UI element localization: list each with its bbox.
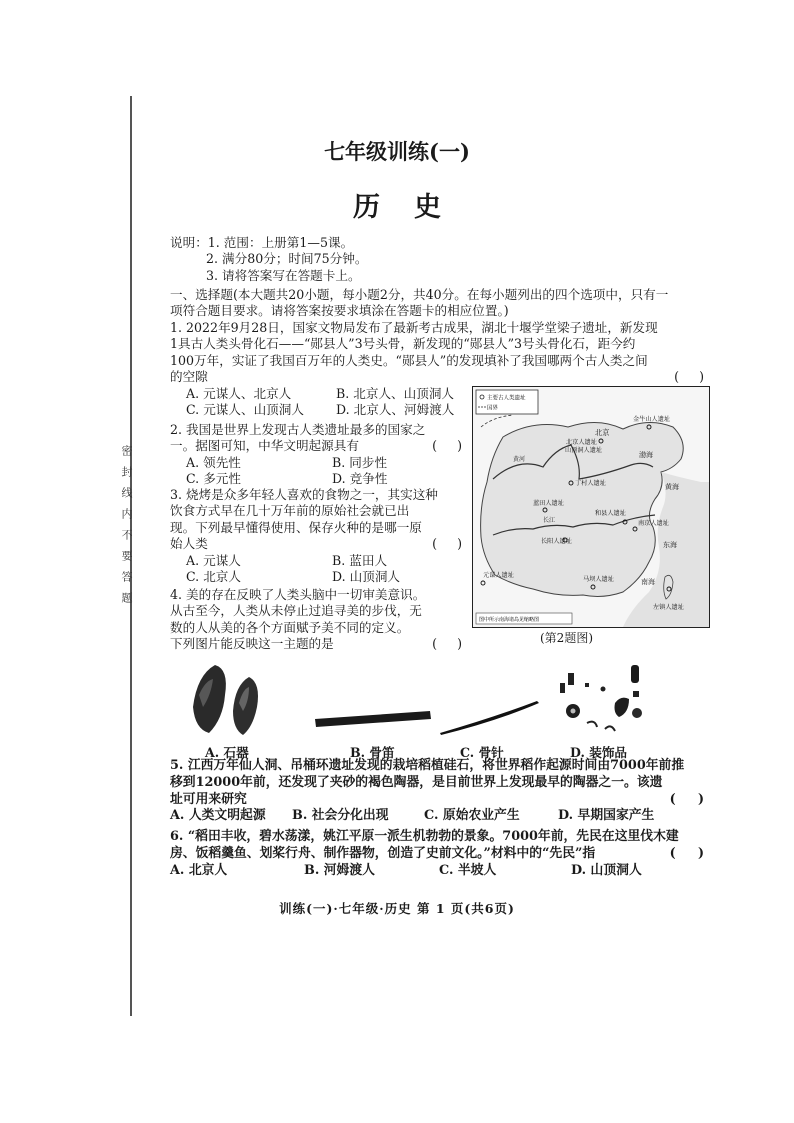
question-text: 4. 美的存在反映了人类头脑中一切审美意识。 — [170, 587, 426, 602]
ornament-bead — [601, 687, 606, 692]
question-text: 的空隙 — [170, 369, 208, 385]
river-label-yangtze: 长江 — [543, 517, 556, 524]
site-label-yuanmou: 元谋人遗址 — [483, 572, 514, 579]
sea-label-donghai: 东海 — [663, 541, 677, 549]
sea-label-huanghai: 黄海 — [665, 483, 679, 491]
question-text: 1具古人类头骨化石——“郧县人”3号头骨，新发现的“郧县人”3号头骨化石，距今约 — [170, 336, 636, 352]
question-text: 2. 我国是世界上发现古人类遗址最多的国家之 — [170, 422, 426, 437]
question-text: 房、饭稻羹鱼、划桨行舟、制作器物，创造了史前文化。”材料中的“先民”指 — [170, 845, 596, 861]
instruction-item: 3. 请将答案写在答题卡上。 — [206, 267, 361, 283]
answer-blank: ( ) — [432, 438, 462, 454]
site-label-changyang: 长阳人遗址 — [541, 538, 572, 545]
option-d: D. 山顶洞人 — [571, 862, 642, 878]
section-heading — [170, 287, 710, 320]
site-label-maba: 马坝人遗址 — [583, 576, 614, 583]
option-c: C. 原始农业产生 — [424, 808, 520, 824]
question-6 — [170, 829, 704, 879]
ornament-shell — [615, 698, 630, 717]
legend-border: 国界 — [487, 405, 499, 412]
answer-blank: ( ) — [669, 845, 704, 861]
option-d: D. 竞争性 — [332, 471, 388, 487]
question-3 — [170, 487, 462, 585]
option-c: C. 北京人 — [186, 569, 241, 585]
site-label-beijing-man: 北京人遗址 — [566, 439, 597, 446]
sea-label-nanhai: 南海 — [641, 578, 655, 586]
question-text: 6. “稻田丰收，碧水荡漾，姚江平原一派生机勃勃的景象。7000年前，先民在这里伐木建 — [170, 829, 679, 844]
ornament-bead — [585, 683, 589, 687]
option-a: A. 人类文明起源 — [170, 808, 266, 824]
caption-option-d: D. 装饰品 — [570, 745, 628, 760]
instructions-label: 说明： — [170, 235, 208, 250]
river-label-yellow: 黄河 — [513, 456, 526, 463]
question-text: 从古至今，人类从未停止过追寻美的步伐，无 — [170, 603, 422, 619]
ornament-bead — [560, 683, 565, 693]
option-b: B. 河姆渡人 — [304, 862, 375, 878]
option-c: C. 元谋人、山顶洞人 — [186, 402, 304, 418]
answer-blank: ( ) — [432, 536, 462, 552]
page-footer: 训练(一)·七年级·历史 第 1 页(共6页) — [279, 901, 515, 916]
site-marker — [481, 581, 485, 585]
question-4 — [170, 587, 462, 653]
instruction-item: 1. 范围：上册第1—5课。 — [207, 235, 354, 250]
option-d: D. 山顶洞人 — [332, 569, 401, 585]
option-d: D. 早期国家产生 — [558, 808, 655, 824]
question-text: 始人类 — [170, 536, 208, 552]
ornament-tooth — [587, 722, 597, 727]
question-text: 一。据图可知，中华文明起源具有 — [170, 438, 359, 454]
site-label-jinniushan: 金牛山人遗址 — [633, 416, 671, 423]
ornament-shell — [632, 708, 642, 718]
caption-option-a: A. 石器 — [205, 745, 249, 760]
binding-warning: 密封线内不要答题 — [120, 445, 133, 613]
answer-blank: ( ) — [669, 791, 704, 807]
instructions — [170, 235, 710, 284]
site-label-hexian: 和县人遗址 — [595, 510, 626, 517]
option-c: C. 半坡人 — [439, 862, 497, 878]
page-title: 七年级训练(一) — [324, 139, 470, 164]
option-a: A. 北京人 — [170, 862, 228, 878]
ornament-bead — [568, 673, 574, 685]
site-label-upper-cave: 山顶洞人遗址 — [565, 447, 603, 454]
option-b: B. 社会分化出现 — [292, 808, 389, 824]
option-b: B. 同步性 — [332, 454, 388, 470]
question-text: 数的人从美的各个方面赋予美不同的定义。 — [170, 619, 410, 635]
question-text: 移到12000年前，还发现了夹砂的褐色陶器，是目前世界上发现最早的陶器之一。该遗 — [170, 774, 663, 790]
ornament-shell-hole — [571, 709, 576, 714]
bone-flute-image — [315, 711, 431, 727]
question-text: 3. 烧烤是众多年轻人喜欢的食物之一，其实这种 — [170, 487, 438, 502]
border-line — [481, 415, 513, 427]
site-label-lantian: 蓝田人遗址 — [533, 500, 564, 507]
map-caption: (第2题图) — [540, 631, 593, 645]
site-label-beijing: 北京 — [595, 428, 610, 437]
question-text: 址可用来研究 — [170, 791, 247, 807]
ornament-bead — [633, 691, 639, 697]
ornament-tooth — [605, 726, 615, 731]
legend-site: 主要古人类遗址 — [487, 395, 526, 402]
option-b: B. 北京人、山顶洞人 — [336, 385, 455, 401]
question-text: 100万年，实证了我国百万年的人类史。“郧县人”的发现填补了我国哪两个古人类之间 — [170, 352, 648, 368]
map-note: 图中所示南海诸岛见缩略图 — [479, 617, 540, 623]
option-c: C. 多元性 — [186, 471, 241, 487]
caption-option-b: B. 骨笛 — [350, 745, 395, 760]
instruction-item: 2. 满分80分；时间75分钟。 — [206, 251, 368, 267]
bone-needle-image — [440, 701, 539, 735]
question-text: 1. 2022年9月28日，国家文物局发布了最新考古成果，湖北十堰学堂梁子遗址，新发现 — [170, 320, 658, 335]
question-2 — [170, 422, 462, 488]
question-text: 5. 江西万年仙人洞、吊桶环遗址发现的栽培稻植硅石，将世界稻作起源时间由7000年前推 — [170, 758, 685, 773]
map-legend — [476, 390, 538, 414]
ornament-pendant — [631, 665, 639, 683]
question-text: 饮食方式早在几十万年前的原始社会就已出 — [170, 503, 410, 519]
option-d: D. 北京人、河姆渡人 — [336, 402, 455, 418]
question-text: 下列图片能反映这一主题的是 — [170, 636, 334, 652]
stone-tool-image — [193, 665, 226, 733]
section-line: 项符合题目要求。请将答案按要求填涂在答题卡的相应位置。) — [170, 303, 509, 319]
site-label-zuozhen: 左镇人遗址 — [653, 604, 684, 611]
option-a: A. 领先性 — [186, 454, 241, 470]
subject-title: 历史 — [353, 192, 475, 223]
site-label-nanjing: 南京人遗址 — [638, 520, 669, 527]
sea-label-bohai: 渤海 — [639, 451, 653, 459]
question-5 — [170, 758, 704, 825]
answer-blank: ( ) — [674, 369, 704, 385]
option-a: A. 元谋人 — [186, 552, 241, 568]
archaeological-sites-map — [472, 386, 710, 628]
option-b: B. 蓝田人 — [332, 552, 388, 568]
artifact-pictures — [185, 655, 705, 745]
option-a: A. 元谋人、北京人 — [186, 385, 292, 401]
site-label-dingcun: 丁村人遗址 — [575, 480, 606, 487]
question-text: 现。下列最早懂得使用、保存火种的是哪一原 — [170, 519, 422, 535]
answer-blank: ( ) — [432, 636, 462, 652]
section-line: 一、选择题(本大题共20小题，每小题2分，共40分。在每小题列出的四个选项中，只有一 — [170, 287, 669, 302]
caption-option-c: C. 骨针 — [460, 745, 504, 760]
